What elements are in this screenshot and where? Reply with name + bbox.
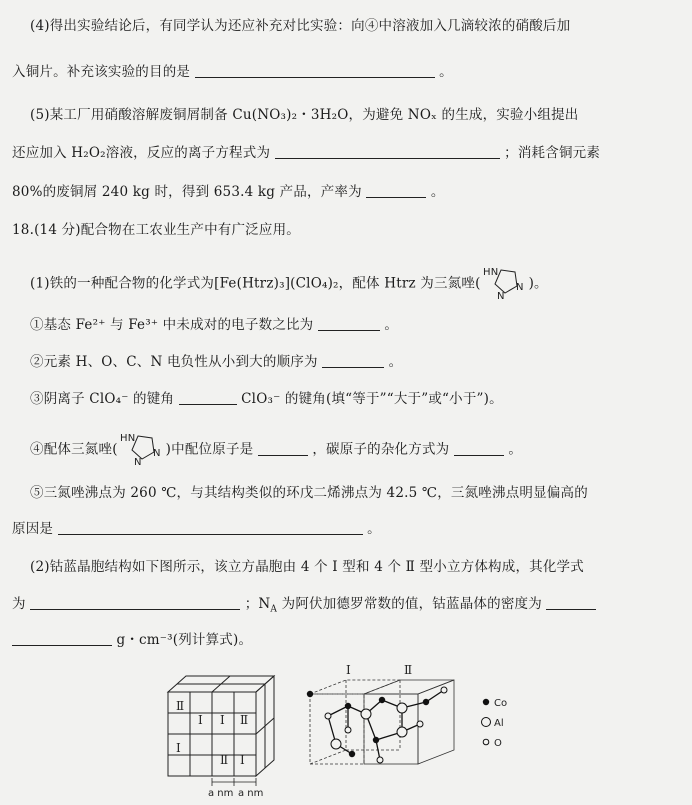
cube-label: Ⅰ (198, 713, 203, 727)
legend-al-label: Al (494, 718, 504, 729)
q18-sub4-text: ④配体三氮唑( (30, 441, 118, 458)
q18-part2-text2: ；N (244, 596, 271, 612)
answer-blank-density-part1[interactable] (546, 597, 596, 610)
atoms (307, 687, 447, 763)
cube-label: Ⅰ (220, 713, 225, 727)
type-i-label: Ⅰ (346, 663, 351, 677)
q18-sub2 (30, 350, 402, 370)
type-ii-label: Ⅱ (404, 663, 413, 677)
answer-blank-boiling-reason[interactable] (58, 522, 363, 535)
al-atom (331, 739, 341, 749)
punct: 。 (439, 64, 453, 80)
cube-label: Ⅱ (176, 699, 185, 713)
q18-part1-close: )。 (528, 275, 548, 292)
q17-part5-text: 还应加入 H₂O₂溶液，反应的离子方程式为 (12, 145, 271, 161)
co-atom (379, 697, 385, 703)
q18-sub4 (30, 428, 522, 472)
o-atom (417, 721, 423, 727)
unit-cell-diagram (310, 680, 454, 764)
cobalt-blue-crystal-figure (150, 660, 570, 800)
co-atom (349, 751, 355, 757)
punct: 。 (367, 521, 381, 537)
q18-heading: 18.(14 分)配合物在工农业生产中有广泛应用。 (12, 222, 300, 238)
o-atom (377, 757, 383, 763)
legend-co-symbol (483, 699, 489, 705)
q18-sub5-text: 原因是 (12, 521, 54, 537)
answer-blank-hybridization[interactable] (454, 443, 504, 456)
ring-n-bottom: N (133, 457, 142, 468)
q18-part2-line2 (12, 592, 596, 615)
cube-label: Ⅰ (240, 753, 245, 767)
q18-sub3 (30, 387, 503, 407)
ring-hn-label: HN (119, 433, 136, 444)
answer-blank-electronegativity[interactable] (322, 355, 384, 368)
q18-sub1 (30, 313, 398, 333)
q18-sub5-line1: ⑤三氮唑沸点为 260 ℃，与其结构类似的环戊二烯沸点为 42.5 ℃，三氮唑沸点明显偏高的 (30, 485, 588, 501)
answer-blank-coordinating-atom[interactable] (258, 443, 308, 456)
co-atom (373, 737, 379, 743)
co-atom (307, 691, 313, 697)
q18-sub1-text: ①基态 Fe²⁺ 与 Fe³⁺ 中未成对的电子数之比为 (30, 317, 314, 333)
q17-part5-line1: (5)某工厂用硝酸溶解废铜屑制备 Cu(NO₃)₂・3H₂O，为避免 NOₓ 的生成，实验小组提出 (30, 107, 579, 123)
q18-part2-line1: (2)钴蓝晶胞结构如下图所示，该立方晶胞由 4 个 Ⅰ 型和 4 个 Ⅱ 型小立方体构成，其化学式 (30, 559, 584, 575)
punct: 。 (430, 184, 445, 200)
q17-part5-text3: 80%的废铜屑 240 kg 时，得到 653.4 kg 产品，产率为 (12, 184, 362, 200)
al-atom (397, 727, 407, 737)
q18-part1-text: (1)铁的一种配合物的化学式为[Fe(Htrz)₃](ClO₄)₂，配体 Htrz 为三氮唑( (30, 275, 481, 292)
cube-label: Ⅰ (176, 741, 181, 755)
cube-label: Ⅱ (220, 753, 229, 767)
al-atom (361, 709, 371, 719)
ring-hn-label: HN (482, 267, 498, 278)
q18-sub5-line2 (12, 517, 381, 537)
dimension-arrows (212, 778, 256, 786)
co-atom (345, 703, 351, 709)
answer-blank-purpose[interactable] (195, 65, 435, 78)
ring-n-right: N (152, 448, 161, 459)
answer-blank-unpaired-ratio[interactable] (318, 318, 380, 331)
q18-sub2-text: ②元素 H、O、C、N 电负性从小到大的顺序为 (30, 354, 318, 370)
legend-co-label: Co (494, 698, 508, 709)
answer-blank-ionic-equation[interactable] (275, 146, 500, 159)
q18-sub3-text: ③阴离子 ClO₄⁻ 的键角 (30, 391, 175, 407)
legend-o-label: O (494, 738, 502, 749)
q17-part5-line3 (12, 180, 445, 200)
ring-n-bottom: N (496, 291, 505, 302)
q17-part5-line2 (12, 141, 600, 161)
q18-part2-line3 (12, 628, 252, 648)
answer-blank-formula[interactable] (30, 597, 240, 610)
o-atom (441, 687, 447, 693)
o-atom (345, 727, 351, 733)
q17-part5-text2: ；消耗含铜元素 (504, 145, 601, 161)
q17-part4-line2 (12, 60, 453, 80)
q17-part4-line1: (4)得出实验结论后，有同学认为还应补充对比实验：向④中溶液加入几滴较浓的硝酸后加 (30, 18, 571, 34)
legend-o-symbol (483, 739, 489, 745)
legend (482, 698, 508, 749)
answer-blank-yield[interactable] (366, 185, 426, 198)
triazole-structure-icon (481, 262, 529, 306)
q18-part2-text: 为 (12, 596, 26, 612)
q18-part2-text3: 为阿伏加德罗常数的值，钴蓝晶体的密度为 (277, 596, 542, 612)
punct: 。 (508, 441, 523, 458)
q18-part1-line (30, 262, 548, 306)
answer-blank-bond-angle[interactable] (179, 392, 237, 405)
q18-sub4-text3: ，碳原子的杂化方式为 (312, 441, 450, 458)
answer-blank-density-part2[interactable] (12, 633, 112, 646)
q18-part2-text4: g・cm⁻³(列计算式)。 (116, 632, 253, 648)
subscript-a: A (270, 604, 278, 615)
q18-sub3-text2: ClO₃⁻ 的键角(填“等于”“大于”或“小于”)。 (241, 391, 503, 407)
o-atom (325, 713, 331, 719)
q18-sub4-text2: )中配位原子是 (165, 441, 254, 458)
triazole-structure-icon (118, 428, 166, 472)
al-atom (397, 703, 407, 713)
punct: 。 (384, 317, 399, 333)
ring-n-right: N (515, 282, 524, 293)
q17-part4-text: 入铜片。补充该实验的目的是 (12, 64, 191, 80)
cube-label: Ⅱ (240, 713, 249, 727)
punct: 。 (388, 354, 403, 370)
co-atom (423, 699, 429, 705)
dimension-label: a nm (208, 788, 234, 799)
dimension-label: a nm (238, 788, 264, 799)
legend-al-symbol (482, 718, 491, 727)
